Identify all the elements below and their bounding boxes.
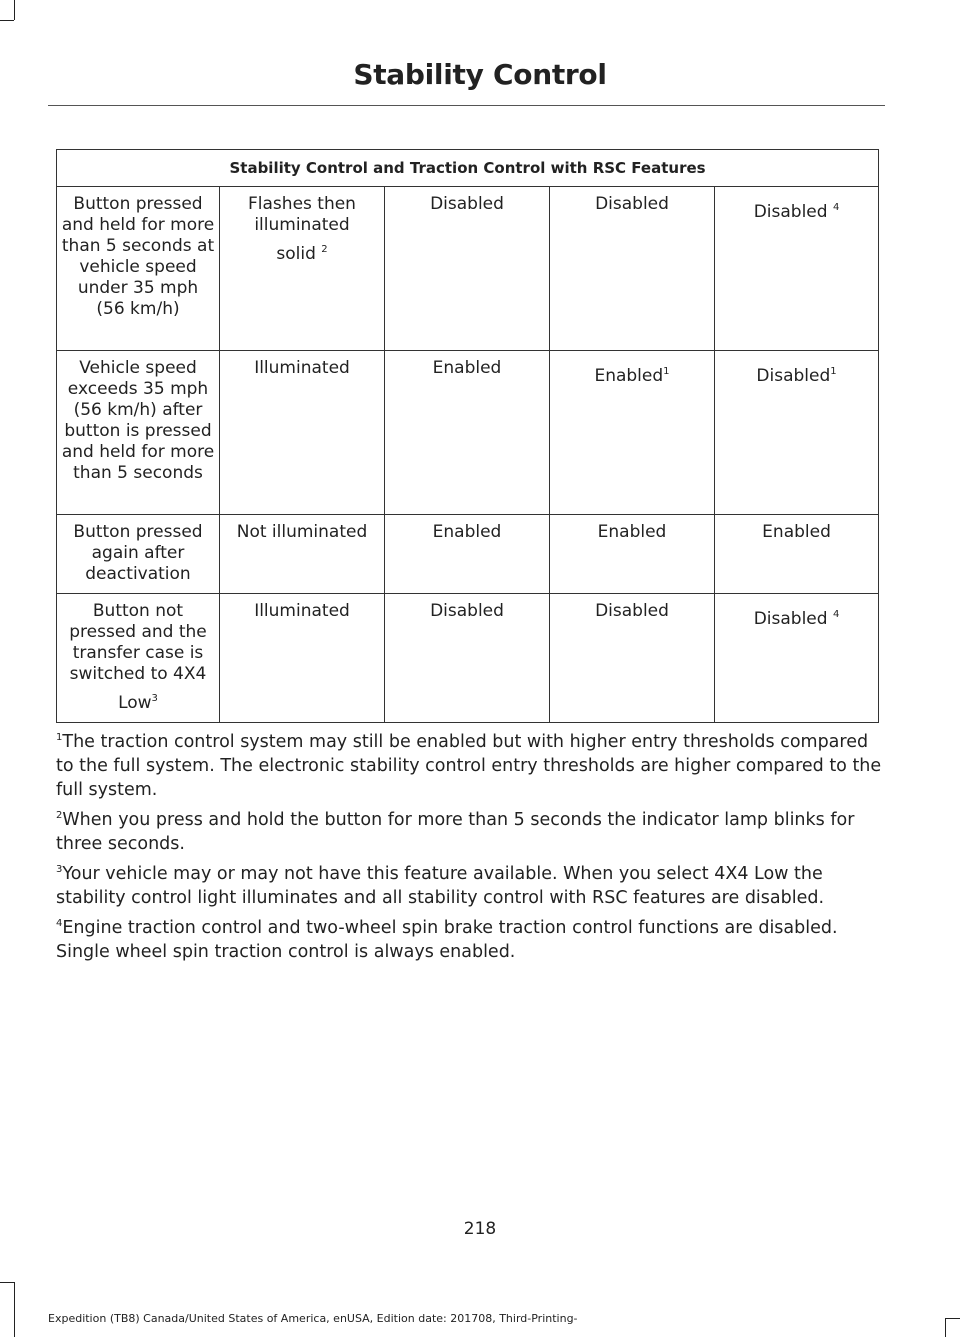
table-row [57,594,879,723]
footnotes [56,730,886,970]
table-row [57,187,879,351]
table-caption: Stability Control and Traction Control with RSC Features [57,150,879,187]
cell-value: Disabled $^4$ [715,594,879,723]
table-row [57,351,879,515]
table-row [57,515,879,594]
cell-value: Disabled$^1$ [715,351,879,515]
cell-value: Enabled$^1$ [550,351,715,515]
cell-value: Disabled [385,594,550,723]
cell-value: Disabled $^4$ [715,187,879,351]
crop-mark-bottom-right-h [946,1318,960,1319]
cell-value: Enabled [715,515,879,594]
cell-light: Illuminated [220,351,385,515]
footnote: $^2$When you press and hold the button for more than 5 seconds the indicator lamp blinks for three seconds. [56,810,855,854]
cell-value: Enabled [385,351,550,515]
cell-light: Illuminated [220,594,385,723]
crop-mark-top-left [14,0,15,20]
crop-mark-bottom-left [14,1282,15,1337]
page-title: Stability Control [353,58,607,91]
footer-edition-text: Expedition (TB8) Canada/United States of America, enUSA, Edition date: 201708, Third-Printing- [48,1312,578,1325]
cell-value: Enabled [385,515,550,594]
cell-condition: Button pressed and held for more than 5 seconds at vehicle speed under 35 mph (56 km/h) [57,187,220,351]
cell-condition: Button pressed again after deactivation [57,515,220,594]
title-divider [48,105,885,106]
crop-mark-top-left-h [0,20,14,21]
footnote: $^1$The traction control system may still be enabled but with higher entry thresholds compared to the full system. The electronic stability control entry thresholds are higher compared to the full system. [56,732,882,800]
cell-value: Disabled [550,187,715,351]
cell-condition: Vehicle speed exceeds 35 mph (56 km/h) after button is pressed and held for more than 5 seconds [57,351,220,515]
crop-mark-bottom-left-h [0,1282,14,1283]
rsc-features-table [56,149,879,723]
cell-value: Enabled [550,515,715,594]
cell-value: Disabled [385,187,550,351]
footnote: $^3$Your vehicle may or may not have this feature available. When you select 4X4 Low the stability control light illuminates and all stability control with RSC features are disabled. [56,864,825,908]
table-caption-row [57,150,879,187]
cell-light: Flashes then illuminated solid $^2$ [220,187,385,351]
footnote: $^4$Engine traction control and two-wheel spin brake traction control functions are disabled. Single wheel spin traction control is always enabled. [56,918,838,962]
cell-condition: Button not pressed and the transfer case is switched to 4X4 Low$^3$ [57,594,220,723]
cell-light: Not illuminated [220,515,385,594]
page-number: 218 [463,1219,497,1239]
cell-value: Disabled [550,594,715,723]
crop-mark-bottom-right [945,1318,946,1337]
